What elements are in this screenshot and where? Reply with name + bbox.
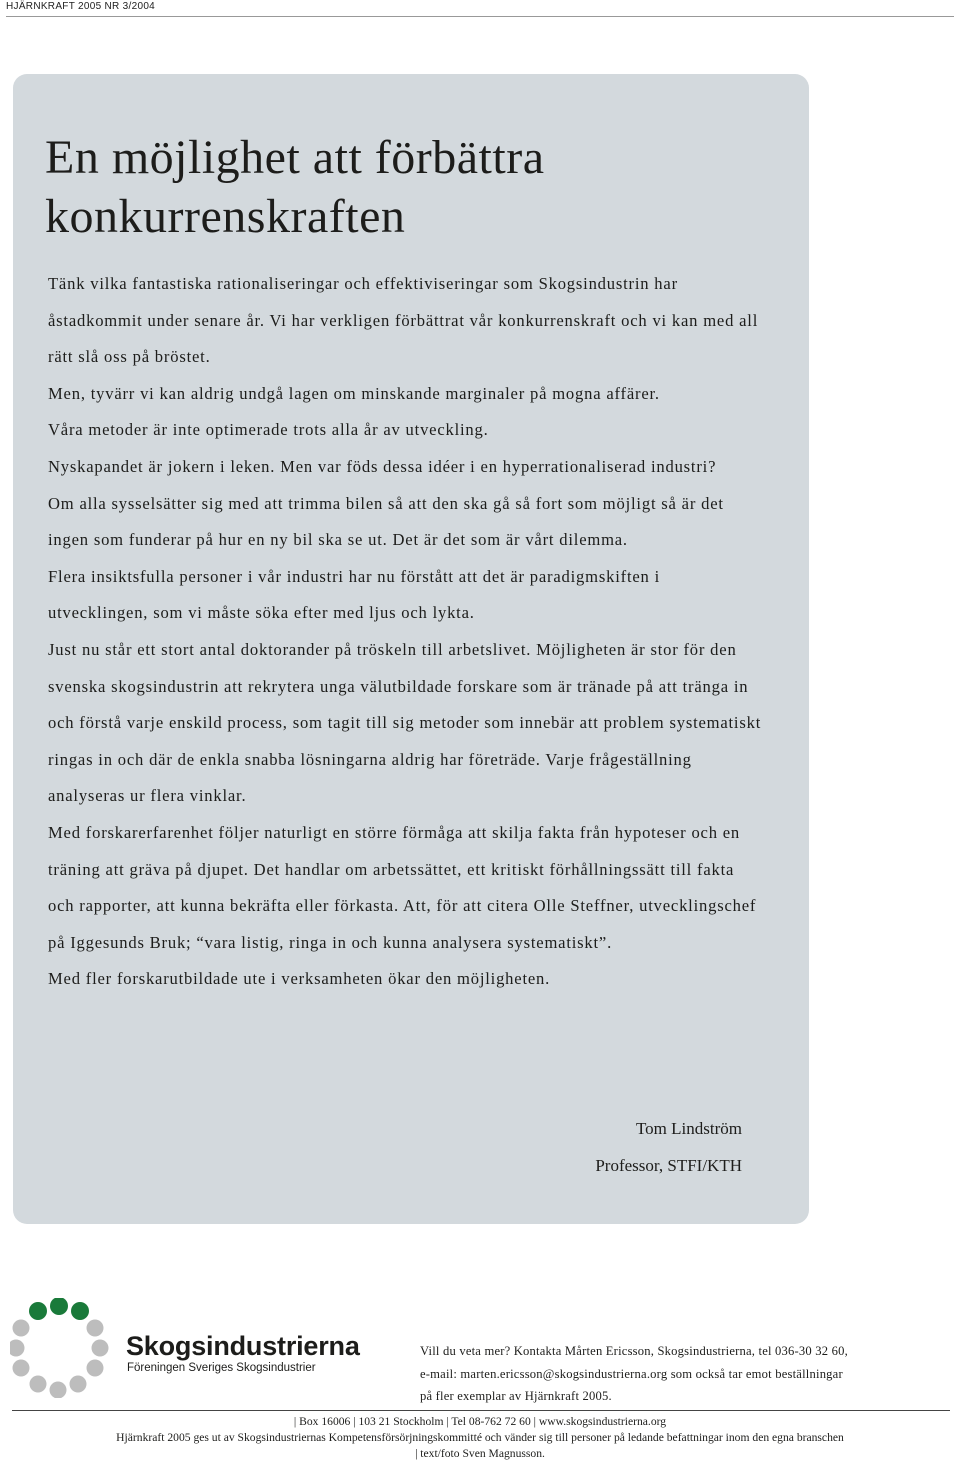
title-line-2: konkurrenskraften — [45, 190, 406, 243]
logo-dot-grey — [13, 1360, 30, 1377]
footer — [0, 1414, 960, 1462]
contact-line: på fler exemplar av Hjärnkraft 2005. — [420, 1389, 612, 1403]
brand-subtitle: Föreningen Sveriges Skogsindustrier — [127, 1362, 316, 1374]
paragraph: Med forskarerfarenhet följer naturligt en större förmåga att skilja fakta från hypoteser och en träning att gräva på djupet. Det handlar om arbetssättet, ett kritiskt förhållningssätt till fakta och rapporter, att kunna bekräfta eller förkasta. Att, för att citera Olle Steffner, utvecklingschef på Iggesunds Bruk; “vara listig, ringa in och kunna analysera systematiskt”. — [48, 822, 757, 952]
logo-dot-grey — [70, 1376, 87, 1393]
logo-dot-green — [50, 1298, 68, 1315]
logo-dot-grey — [87, 1360, 104, 1377]
logo-dot-green — [71, 1302, 89, 1320]
contact-line: Vill du veta mer? Kontakta Mårten Ericsson, Skogsindustrierna, tel 036-30 32 60, — [420, 1344, 848, 1358]
footer-publisher: Hjärnkraft 2005 ges ut av Skogsindustriernas Kompetensförsörjningskommitté och vänder sig till personer på ledande befattningar inom den egna branschen — [116, 1431, 844, 1444]
footer-divider — [12, 1410, 950, 1411]
logo-dot-grey — [30, 1376, 47, 1393]
paragraph: Just nu står ett stort antal doktorander på tröskeln till arbetslivet. Möjligheten är stor för den svenska skogsindustrin att rekrytera unga välutbildade forskare som är tränade på att tränga in och förstå varje enskild process, som tagit till sig metoder som innebär att problem systematiskt ringas in och där de enkla snabba lösningarna aldrig har företräde. Varje frågeställning analyseras ur flera vinklar. — [48, 639, 762, 806]
author-title: Professor, STFI/KTH — [595, 1156, 742, 1175]
author-name: Tom Lindström — [635, 1119, 742, 1138]
running-head: HJÄRNKRAFT 2005 NR 3/2004 — [6, 0, 954, 17]
logo-dot-grey — [87, 1320, 104, 1337]
paragraph: Om alla sysselsätter sig med att trimma bilen så att den ska gå så fort som möjligt så är det ingen som funderar på hur en ny bil ska se ut. Det är det som är vårt dilemma. — [48, 493, 724, 550]
brand-name: Skogsindustrierna — [126, 1331, 360, 1361]
footer-credits: | text/foto Sven Magnusson. — [415, 1447, 545, 1460]
paragraph: Flera insiktsfulla personer i vår industri har nu förstått att det är paradigmskiften i utvecklingen, som vi måste söka efter med ljus och lykta. — [48, 566, 660, 623]
contact-line: e-mail: marten.ericsson@skogsindustrierna.org som också tar emot beställningar — [420, 1366, 843, 1381]
logo-dot-grey — [50, 1382, 67, 1399]
logo-dot-grey — [10, 1340, 25, 1357]
article-body — [48, 266, 764, 998]
skogsindustrierna-logo-icon — [10, 1298, 110, 1398]
title-line-1: En möjlighet att förbättra — [45, 131, 545, 184]
paragraph: Våra metoder är inte optimerade trots alla år av utveckling. — [48, 420, 489, 440]
contact-info — [420, 1340, 920, 1408]
logo-dot-green — [29, 1302, 47, 1320]
footer-address: | Box 16006 | 103 21 Stockholm | Tel 08-762 72 60 | www.skogsindustrierna.org — [293, 1415, 667, 1428]
paragraph: Nyskapandet är jokern i leken. Men var föds dessa idéer i en hyperrationaliserad industri? — [48, 456, 717, 476]
paragraph: Tänk vilka fantastiska rationaliseringar och effektiviseringar som Skogsindustrin har åstadkommit under senare år. Vi har verkligen förbättrat vår konkurrenskraft och vi kan med all rätt slå oss på bröstet. — [48, 274, 759, 367]
paragraph: Men, tyvärr vi kan aldrig undgå lagen om minskande marginaler på mogna affärer. — [48, 383, 660, 403]
logo-dot-grey — [13, 1320, 30, 1337]
logo-dot-grey — [92, 1340, 109, 1357]
signature — [595, 1110, 742, 1184]
paragraph: Med fler forskarutbildade ute i verksamheten ökar den möjligheten. — [48, 969, 551, 989]
article-title — [45, 128, 785, 246]
